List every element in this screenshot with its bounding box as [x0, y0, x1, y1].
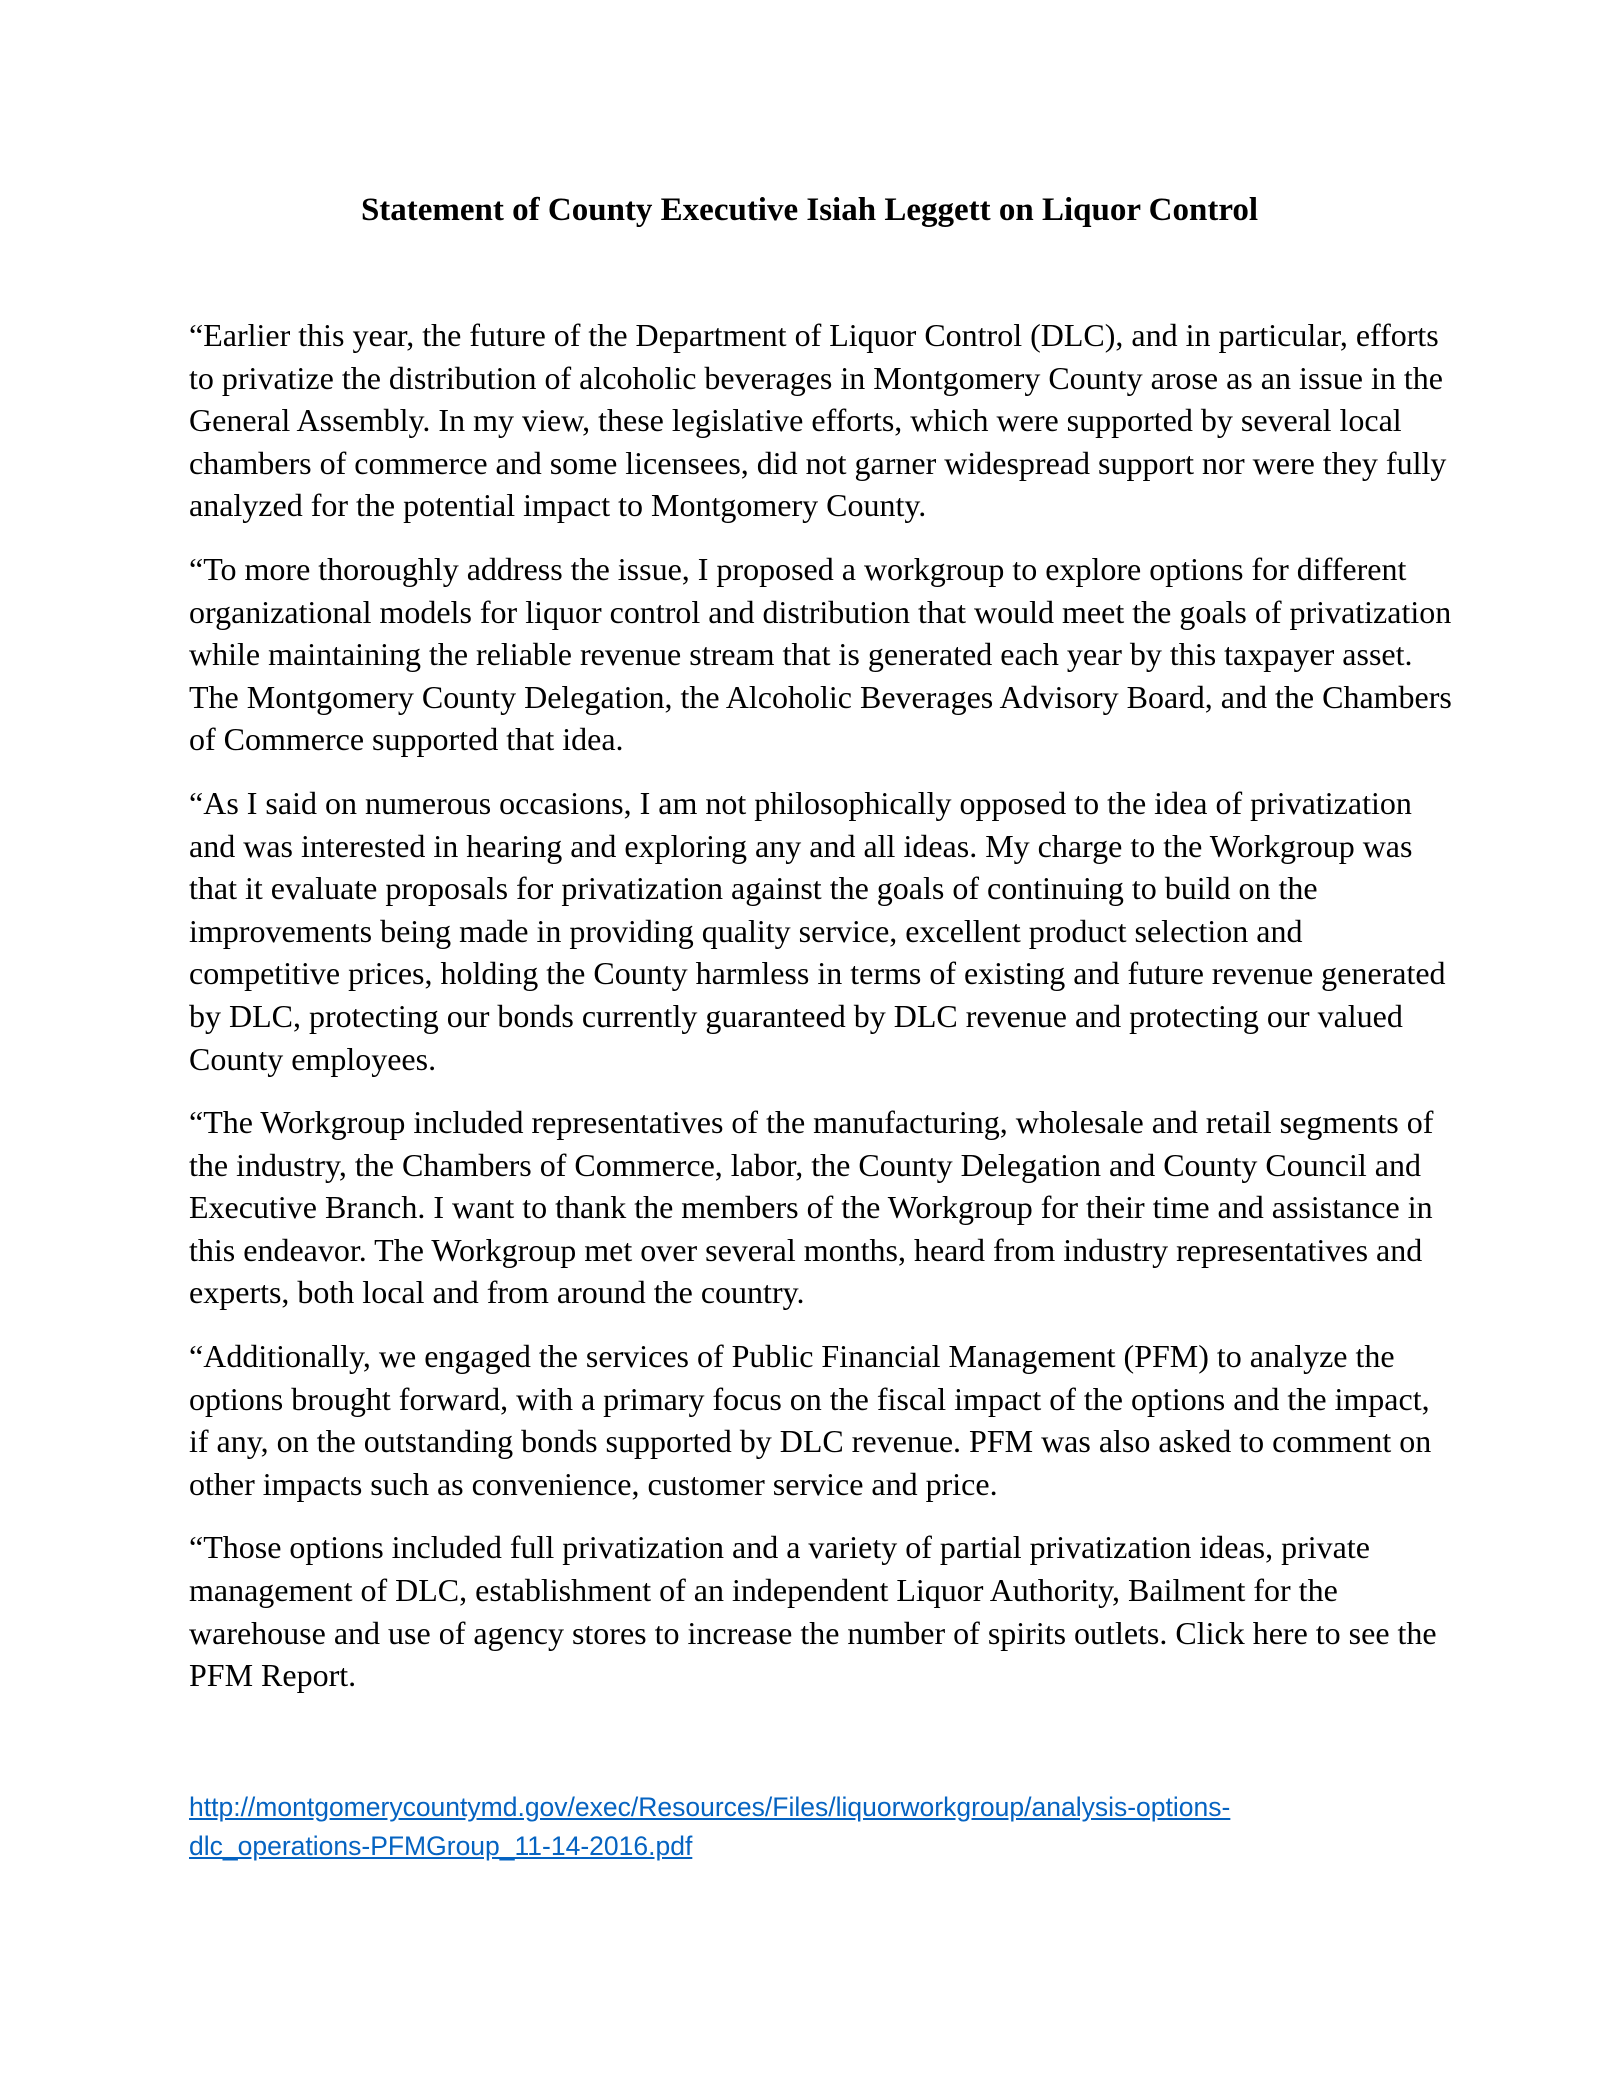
paragraph-5: “Additionally, we engaged the services of Public Financial Management (PFM) to analyze the options brought forward, with a primary focus on the fiscal impact of the options and the impact, if any, on the outstanding bonds supported by DLC revenue. PFM was also asked to comment on other impacts such as convenience, customer service and price.: [189, 1338, 1432, 1502]
pfm-report-link[interactable]: [189, 1788, 1454, 1866]
paragraph-2: “To more thoroughly address the issue, I proposed a workgroup to explore options for different organizational models for liquor control and distribution that would meet the goals of privatization while maintaining the reliable revenue stream that is generated each year by this taxpayer asset. The Montgomery County Delegation, the Alcoholic Beverages Advisory Board, and the Chambers of Commerce supported that idea.: [189, 550, 1452, 758]
document-title: Statement of County Executive Isiah Leggett on Liquor Control: [360, 192, 1259, 228]
paragraph-4: “The Workgroup included representatives of the manufacturing, wholesale and retail segments of the industry, the Chambers of Commerce, labor, the County Delegation and County Council and Executive Branch. I want to thank the members of the Workgroup for their time and assistance in this endeavor. The Workgroup met over several months, heard from industry representatives and experts, both local and from around the country.: [189, 1104, 1434, 1311]
pfm-report-link-line-2[interactable]: dlc_operations-PFMGroup_11-14-2016.pdf: [189, 1831, 693, 1861]
document-body: [189, 314, 1454, 1718]
paragraph-3: “As I said on numerous occasions, I am not philosophically opposed to the idea of privatization and was interested in hearing and exploring any and all ideas. My charge to the Workgroup was that it evaluate proposals for privatization against the goals of continuing to build on the improvements being made in providing quality service, excellent product selection and competitive prices, holding the County harmless in terms of existing and future revenue generated by DLC, protecting our bonds currently guaranteed by DLC revenue and protecting our valued County employees.: [189, 784, 1446, 1077]
pfm-report-link-line-1[interactable]: http://montgomerycountymd.gov/exec/Resources/Files/liquorworkgroup/analysis-options-: [189, 1792, 1231, 1822]
paragraph-6: “Those options included full privatization and a variety of partial privatization ideas, private management of DLC, establishment of an independent Liquor Authority, Bailment for the warehouse and use of agency stores to increase the number of spirits outlets. Click here to see the PFM Report.: [189, 1529, 1437, 1694]
paragraph-1: “Earlier this year, the future of the Department of Liquor Control (DLC), and in particular, efforts to privatize the distribution of alcoholic beverages in Montgomery County arose as an issue in the General Assembly. In my view, these legislative efforts, which were supported by several local chambers of commerce and some licensees, did not garner widespread support nor were they fully analyzed for the potential impact to Montgomery County.: [189, 317, 1447, 524]
